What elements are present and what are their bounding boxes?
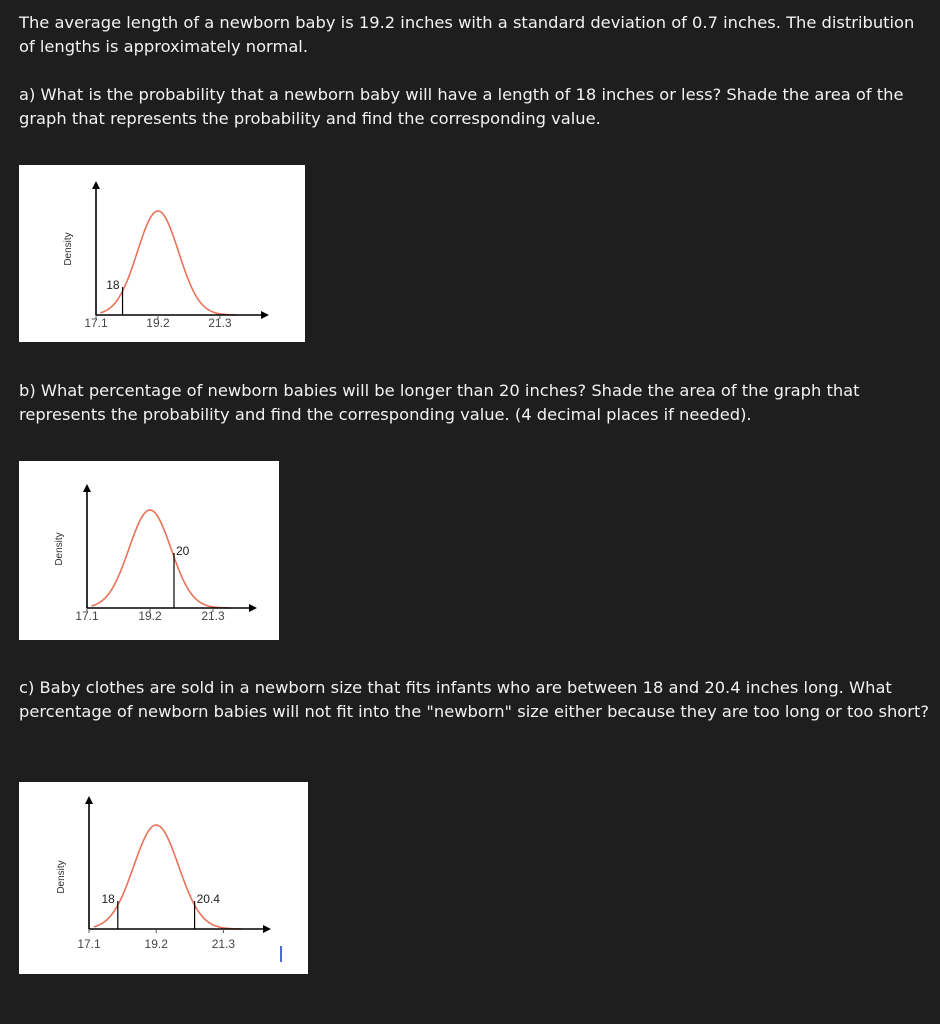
y-axis-arrow bbox=[92, 181, 100, 189]
y-axis-arrow bbox=[85, 796, 93, 804]
y-axis-label: Density bbox=[54, 532, 65, 566]
question-a: a) What is the probability that a newborn baby will have a length of 18 inches or less? Shade the area of the graph that represents the probability and find the corresponding value. bbox=[19, 85, 904, 128]
graph-c bbox=[19, 782, 308, 974]
text-cursor bbox=[280, 946, 282, 962]
x-tick-label: 19.2 bbox=[146, 316, 170, 330]
x-tick-label: 17.1 bbox=[84, 316, 108, 330]
marker-label: 18 bbox=[106, 278, 120, 293]
problem-intro: The average length of a newborn baby is 19.2 inches with a standard deviation of 0.7 inches. The distribution of lengths is approximately normal. bbox=[19, 13, 915, 56]
marker-label: 18 bbox=[101, 892, 115, 907]
density-curve bbox=[100, 211, 236, 315]
x-tick-label: 21.3 bbox=[211, 937, 236, 951]
graph-a bbox=[19, 165, 305, 342]
x-tick-label: 21.3 bbox=[208, 316, 232, 330]
x-axis-arrow bbox=[249, 604, 257, 612]
y-axis-arrow bbox=[83, 484, 91, 492]
marker-label: 20.4 bbox=[196, 892, 220, 907]
x-tick-label: 21.3 bbox=[201, 609, 225, 623]
x-tick-label: 17.1 bbox=[77, 937, 101, 951]
y-axis-label: Density bbox=[63, 232, 74, 266]
normal-curve-chart-a bbox=[19, 165, 305, 342]
question-b: b) What percentage of newborn babies will be longer than 20 inches? Shade the area of the graph that represents the probability and find the corresponding value. (4 decimal places if needed). bbox=[19, 381, 860, 424]
x-tick-label: 19.2 bbox=[144, 937, 168, 951]
normal-curve-chart-c bbox=[19, 782, 308, 974]
x-tick-label: 17.1 bbox=[75, 609, 99, 623]
normal-curve-chart-b bbox=[19, 461, 279, 640]
y-axis-label: Density bbox=[56, 860, 67, 894]
question-c: c) Baby clothes are sold in a newborn size that fits infants who are between 18 and 20.4 inches long. What percentage of newborn babies will not fit into the "newborn" size either because they are too long or too short? bbox=[19, 678, 929, 721]
x-axis-arrow bbox=[261, 311, 269, 319]
graph-b bbox=[19, 461, 279, 640]
x-axis-arrow bbox=[263, 925, 271, 933]
marker-label: 20 bbox=[176, 543, 190, 558]
density-curve bbox=[92, 510, 230, 608]
density-curve bbox=[94, 825, 241, 929]
x-tick-label: 19.2 bbox=[138, 609, 162, 623]
